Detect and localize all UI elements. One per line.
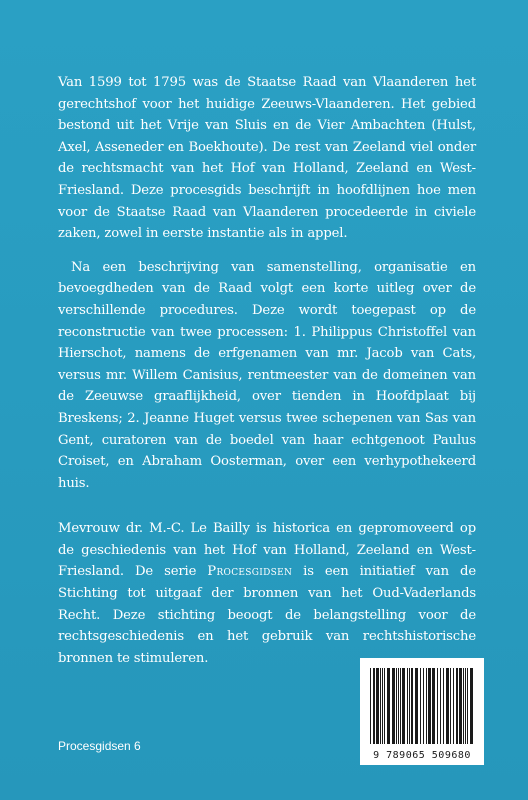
blurb-paragraph-2: Na een beschrijving van samenstelling, organisatie en bevoegdheden van de Raad volgt een korte uitleg over de verschillende procedures. Deze wordt toegepast op de reconstructie van twee processen: 1. Philippus Christoffel van Hierschot, namens de erfgenamen van mr. Jacob van Cats, versus mr. Willem Canisius, rentmeester van de domeinen van de Zeeuwse graaflijkheid, over tienden in Hoofdplaat bij Breskens; 2. Jeanne Huget versus twee schepenen van Sas van Gent, curatoren van de boedel van haar echtgenoot Paulus Croiset, en Abraham Oosterman, over een verhypothekeerd huis. xyxy=(58,259,476,491)
blurb-text xyxy=(58,72,476,669)
barcode-number: 9 789065 509680 xyxy=(373,750,471,761)
author-paragraph xyxy=(58,518,476,669)
series-number-label: Procesgidsen 6 xyxy=(58,739,141,753)
series-name: Procesgidsen xyxy=(207,564,293,580)
isbn-barcode xyxy=(360,658,484,765)
author-text-part-1: Mevrouw dr. M.-C. Le Bailly is historica en gepromoveerd op de geschiedenis van het Hof van Holland, Zeeland en West-Friesland. De serie xyxy=(58,521,476,580)
blurb-paragraph-1: Van 1599 tot 1795 was de Staatse Raad van Vlaanderen het gerechtshof voor het huidige Zeeuws-Vlaanderen. Het gebied bestond uit het Vrije van Sluis en de Vier Ambachten (Hulst, Axel, Asseneder en Boekhoute). De rest van Zeeland viel onder de rechtsmacht van het Hof van Holland, Zeeland en West-Friesland. Deze procesgids beschrijft in hoofdlijnen hoe men voor de Staatse Raad van Vlaanderen procedeerde in civiele zaken, zowel in eerste instantie als in appel. xyxy=(58,75,476,242)
barcode-bars xyxy=(360,658,484,750)
author-text-part-2: is een initiatief van de Stichting tot uitgaaf der bronnen van het Oud-Vaderlands Recht. Deze stichting beoogt de belangstelling voor de rechtsgeschiedenis en het gebruik van rechtshistorische bronnen te stimuleren. xyxy=(58,564,476,666)
